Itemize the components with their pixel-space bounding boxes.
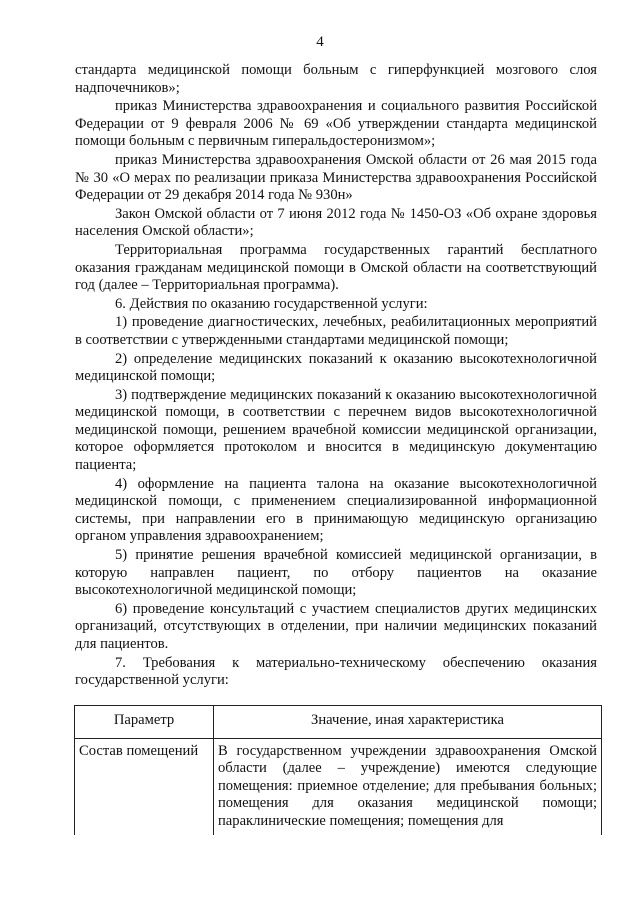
paragraph: приказ Министерства здравоохранения Омской области от 26 мая 2015 года № 30 «О мерах по реализации приказа Министерства здравоохранения Российской Федерации от 29 декабря 2014 года № 930н» xyxy=(75,151,597,204)
table-row xyxy=(75,738,602,834)
list-item: 4) оформление на пациента талона на оказание высокотехнологичной медицинской помощи, с применением специализированной информационной системы, при направлении его в принимающую медицинскую организацию органом управления здравоохранением; xyxy=(75,475,597,545)
requirements-table xyxy=(74,705,602,835)
document-body xyxy=(75,62,597,691)
table-header-value: Значение, иная характеристика xyxy=(214,706,602,739)
paragraph: Закон Омской области от 7 июня 2012 года № 1450-ОЗ «Об охране здоровья населения Омской области»; xyxy=(75,205,597,240)
page-number: 4 xyxy=(316,34,324,50)
section-heading: 6. Действия по оказанию государственной услуги: xyxy=(115,295,428,312)
table-header-row xyxy=(75,706,602,739)
paragraph: Территориальная программа государственных гарантий бесплатного оказания гражданам медицинской помощи в Омской области на соответствующий год (далее – Территориальная программа). xyxy=(75,241,597,294)
table-cell-value: В государственном учреждении здравоохранения Омской области (далее – учреждение) имеются следующие помещения: приемное отделение; для пребывания больных; помещения для оказания медицинской помощи; параклинические помещения; помещения для xyxy=(214,738,602,834)
list-item: 1) проведение диагностических, лечебных, реабилитационных мероприятий в соответствии с утвержденными стандартами медицинской помощи; xyxy=(75,314,597,348)
table-header-parameter: Параметр xyxy=(75,706,214,739)
section-heading: 7. Требования к материально-техническому обеспечению оказания государственной услуги: xyxy=(75,654,597,689)
list-item: 5) принятие решения врачебной комиссией медицинской организации, в которую направлен пациент, по отбору пациентов на оказание высокотехнологичной медицинской помощи; xyxy=(75,547,597,599)
list-item: 3) подтверждение медицинских показаний к оказанию высокотехнологичной медицинской помощи, в соответствии с перечнем видов высокотехнологичной медицинской помощи, решением врачебной комиссии медицинской организации, которое оформляется протоколом и вносится в медицинскую документацию пациента; xyxy=(75,386,597,474)
list-item: 2) определение медицинских показаний к оказанию высокотехнологичной медицинской помощи; xyxy=(75,350,597,385)
list-item: 6) проведение консультаций с участием специалистов других медицинских организаций, отсутствующих в отделении, при наличии медицинских показаний для пациентов. xyxy=(75,600,597,652)
table-cell-parameter: Состав помещений xyxy=(75,738,214,834)
paragraph: приказ Министерства здравоохранения и социального развития Российской Федерации от 9 февраля 2006 № 69 «Об утверждении стандарта медицинской помощи больным с первичным гиперальдостеронизмом»; xyxy=(75,98,597,150)
paragraph: стандарта медицинской помощи больным с гиперфункцией мозгового слоя надпочечников»; xyxy=(75,62,597,96)
